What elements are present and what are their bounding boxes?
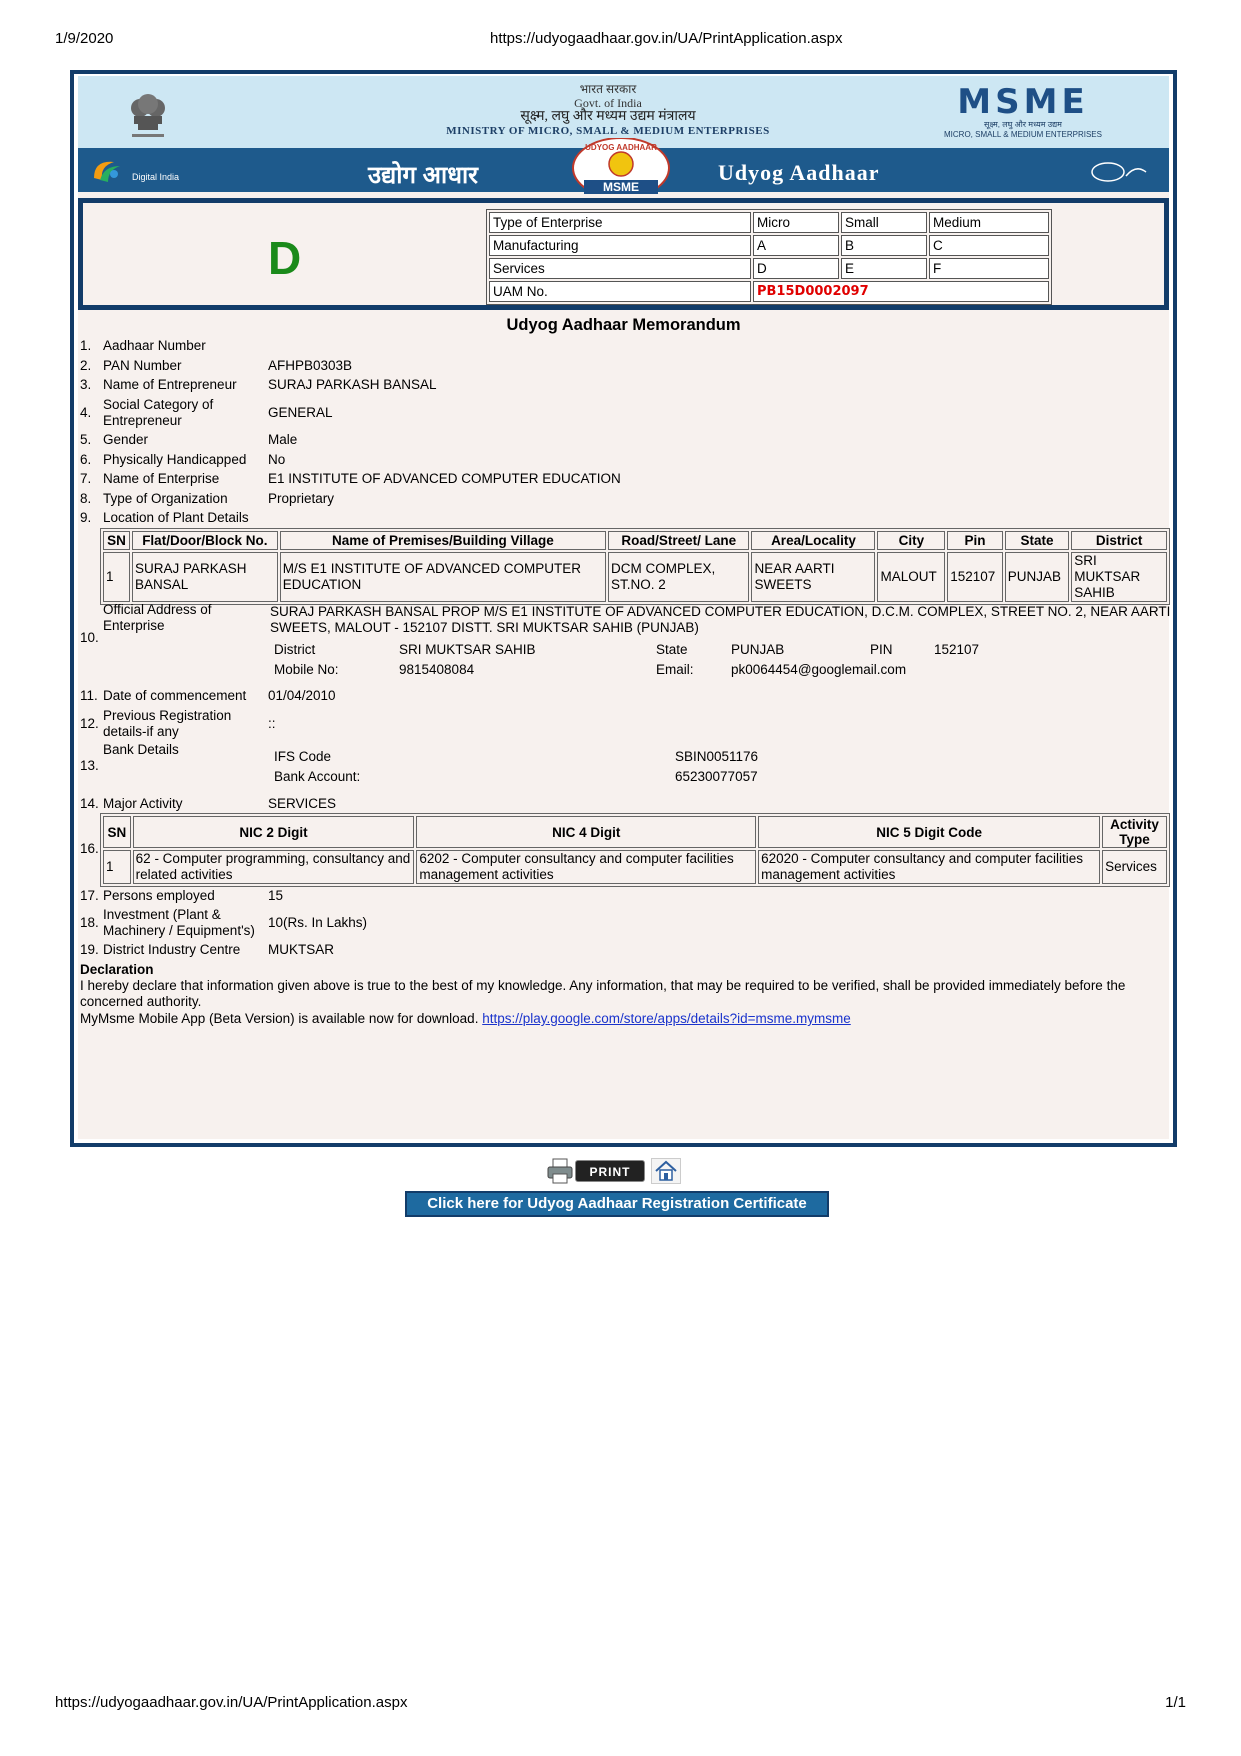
memorandum-title: Udyog Aadhaar Memorandum (506, 316, 741, 334)
hindi-govt: भारत सरकार (579, 82, 637, 96)
field-number: 11. (80, 688, 98, 703)
field-value: AFHPB0303B (268, 358, 353, 373)
pin-label: PIN (870, 642, 893, 657)
memorandum-frame (70, 70, 1177, 1147)
column-header: State (1005, 531, 1069, 550)
field-number: 4. (80, 405, 92, 420)
column-header: Area/Locality (751, 531, 875, 550)
digital-india-logo (90, 156, 200, 186)
table-cell: C (929, 235, 1049, 256)
printer-icon[interactable] (545, 1156, 575, 1186)
field-label: Type of Organization (103, 491, 228, 506)
table-cell: E (841, 258, 927, 279)
table-cell: 1 (103, 850, 131, 884)
field-number: 9. (80, 510, 92, 525)
table-cell: Services (1102, 850, 1167, 884)
field-value: Male (268, 432, 298, 447)
field-number: 5. (80, 432, 92, 447)
table-cell: 62 - Computer programming, consultancy and related activities (133, 850, 415, 884)
seal-bottom-text: MSME (603, 180, 639, 194)
table-cell: M/S E1 INSTITUTE OF ADVANCED COMPUTER EDUCATION (280, 552, 606, 602)
field-label: PAN Number (103, 358, 182, 373)
field-label: District Industry Centre (103, 942, 241, 957)
field-value: GENERAL (268, 405, 333, 420)
field-number: 2. (80, 358, 92, 373)
table-cell: Manufacturing (489, 235, 751, 256)
table-row (103, 552, 1167, 602)
field-label: Name of Enterprise (103, 471, 220, 486)
ministry-title (378, 82, 838, 138)
field-value: SERVICES (268, 796, 337, 811)
table-row (489, 281, 1049, 302)
field-number: 18. (80, 915, 99, 930)
table-row (103, 850, 1167, 884)
email-value: pk0064454@googlemail.com (731, 662, 907, 677)
field-value: E1 INSTITUTE OF ADVANCED COMPUTER EDUCATION (268, 471, 621, 486)
district-value: SRI MUKTSAR SAHIB (399, 642, 536, 657)
state-label: State (656, 642, 688, 657)
table-cell: D (753, 258, 839, 279)
table-header-row (103, 816, 1167, 848)
state-value: PUNJAB (731, 642, 785, 657)
udyog-aadhaar-seal-icon (566, 138, 676, 194)
table-cell: DCM COMPLEX, ST.NO. 2 (608, 552, 749, 602)
field-value: SURAJ PARKASH BANSAL (268, 377, 437, 392)
column-header: Flat/Door/Block No. (132, 531, 278, 550)
declaration-heading: Declaration (80, 962, 154, 977)
table-cell: 62020 - Computer consultancy and computer facilities management activities (758, 850, 1100, 884)
table-row (489, 212, 1049, 233)
email-label: Email: (656, 662, 694, 677)
msme-logo (908, 84, 1138, 140)
field-label: Name of Entrepreneur (103, 377, 237, 392)
table-row (489, 258, 1049, 279)
table-cell: Small (841, 212, 927, 233)
column-header: NIC 2 Digit (133, 816, 415, 848)
table-cell: MALOUT (877, 552, 945, 602)
table-cell: 152107 (947, 552, 1003, 602)
udyog-aadhaar-hindi: उद्योग आधार (368, 162, 478, 189)
enterprise-category-box (78, 198, 1169, 310)
mobile-app-text: MyMsme Mobile App (Beta Version) is available now for download. (80, 1011, 479, 1026)
field-label: Persons employed (103, 888, 215, 903)
mobile-app-notice (80, 1011, 1160, 1027)
field-number: 16. (80, 841, 99, 856)
table-cell: SURAJ PARKASH BANSAL (132, 552, 278, 602)
field-number: 14. (80, 796, 99, 811)
print-url: https://udyogaadhaar.gov.in/UA/PrintApplication.aspx (490, 30, 843, 47)
mobile-value: 9815408084 (399, 662, 475, 677)
field-number: 17. (80, 888, 99, 903)
table-cell: NEAR AARTI SWEETS (751, 552, 875, 602)
digital-india-icon (90, 156, 130, 186)
field-label: Social Category of Entrepreneur (103, 397, 214, 428)
field-label: Gender (103, 432, 149, 447)
ifs-label: IFS Code (274, 749, 332, 764)
print-button[interactable]: PRINT (575, 1160, 645, 1182)
field-value: Proprietary (268, 491, 335, 506)
table-cell: A (753, 235, 839, 256)
column-header: Road/Street/ Lane (608, 531, 749, 550)
declaration-text: I hereby declare that information given above is true to the best of my knowledge. Any information, that may be required to be verified, shall be provided immediately before the concerned authority. (80, 978, 1126, 1009)
official-address-text: SURAJ PARKASH BANSAL PROP M/S E1 INSTITUTE OF ADVANCED COMPUTER EDUCATION, D.C.M. COMPLEX, STREET NO. 2, NEAR AARTI SWEETS, MALOUT - 152107 DISTT. SRI MUKTSAR SAHIB (PUNJAB) (270, 604, 1171, 635)
enterprise-type-table (486, 209, 1052, 305)
field-number: 13. (80, 758, 99, 773)
column-header: District (1071, 531, 1167, 550)
field-value: 10(Rs. In Lakhs) (268, 915, 368, 930)
field-label: Official Address of Enterprise (103, 602, 212, 633)
print-date: 1/9/2020 (55, 30, 114, 47)
field-value: :: (268, 716, 276, 731)
print-header (55, 30, 1186, 50)
field-number: 19. (80, 942, 99, 957)
category-letter: D (268, 232, 302, 284)
home-icon[interactable] (651, 1158, 681, 1184)
table-row (489, 235, 1049, 256)
column-header: SN (103, 531, 130, 550)
registration-certificate-button[interactable]: Click here for Udyog Aadhaar Registration Certificate (405, 1191, 829, 1217)
field-value: No (268, 452, 286, 467)
uam-number: PB15D0002097 (753, 281, 1049, 302)
seal-top-text: UDYOG AADHAAR (585, 143, 657, 152)
field-label: Physically Handicapped (103, 452, 247, 467)
right-banner-logo-icon (1088, 160, 1148, 184)
mobile-label: Mobile No: (274, 662, 339, 677)
field-value: MUKTSAR (268, 942, 335, 957)
field-label: Investment (Plant & Machinery / Equipment's) (103, 907, 255, 938)
table-cell: B (841, 235, 927, 256)
field-number: 7. (80, 471, 92, 486)
memorandum-body (78, 76, 1169, 1139)
page-number: 1/1 (1165, 1694, 1186, 1711)
field-number: 12. (80, 716, 99, 731)
district-label: District (274, 642, 316, 657)
msme-logo-sub: MICRO, SMALL & MEDIUM ENTERPRISES (944, 130, 1102, 139)
table-cell: Micro (753, 212, 839, 233)
column-header: Pin (947, 531, 1003, 550)
column-header: NIC 5 Digit Code (758, 816, 1100, 848)
field-number: 10. (80, 630, 99, 645)
field-value: 15 (268, 888, 284, 903)
field-number: 1. (80, 338, 92, 353)
table-cell: 6202 - Computer consultancy and computer facilities management activities (416, 850, 756, 884)
ministry-english: MINISTRY OF MICRO, SMALL & MEDIUM ENTERPRISES (446, 125, 770, 137)
field-label: Major Activity (103, 796, 183, 811)
table-cell: 1 (103, 552, 130, 602)
digital-india-text: Digital India (132, 172, 180, 182)
bank-account-value: 65230077057 (675, 769, 758, 784)
table-header-row (103, 531, 1167, 550)
msme-logo-sub-hindi: सूक्ष्म, लघु और मध्यम उद्यम (984, 120, 1062, 129)
print-actions (545, 1156, 685, 1186)
field-number: 3. (80, 377, 92, 392)
table-cell: F (929, 258, 1049, 279)
field-number: 6. (80, 452, 92, 467)
bank-account-label: Bank Account: (274, 769, 361, 784)
column-header: City (877, 531, 945, 550)
field-label: Location of Plant Details (103, 510, 249, 525)
field-number: 8. (80, 491, 92, 506)
field-label: Aadhaar Number (103, 338, 206, 353)
uam-label: UAM No. (489, 281, 751, 302)
ministry-hindi: सूक्ष्म, लघु और मध्यम उद्यम मंत्रालय (520, 109, 696, 124)
table-cell: Services (489, 258, 751, 279)
table-cell: SRI MUKTSAR SAHIB (1071, 552, 1167, 602)
nic-activity-table (100, 813, 1170, 887)
table-cell: PUNJAB (1005, 552, 1069, 602)
ifs-value: SBIN0051176 (675, 749, 759, 764)
national-emblem-icon (118, 84, 178, 144)
msme-logo-text: MSME (957, 82, 1089, 122)
table-cell: Type of Enterprise (489, 212, 751, 233)
column-header: SN (103, 816, 131, 848)
table-cell: Medium (929, 212, 1049, 233)
footer-url: https://udyogaadhaar.gov.in/UA/PrintApplication.aspx (55, 1694, 408, 1711)
field-label: Date of commencement (103, 688, 247, 703)
udyog-aadhaar-english: Udyog Aadhaar (718, 160, 880, 185)
mobile-app-link[interactable]: https://play.google.com/store/apps/details?id=msme.mymsme (482, 1011, 851, 1026)
govt-of-india: Govt. of India (574, 96, 642, 110)
column-header: NIC 4 Digit (416, 816, 756, 848)
field-label: Previous Registration details-if any (103, 708, 232, 739)
column-header: Activity Type (1102, 816, 1167, 848)
plant-location-table (100, 528, 1170, 605)
field-label: Bank Details (103, 742, 179, 757)
pin-value: 152107 (934, 642, 980, 657)
column-header: Name of Premises/Building Village (280, 531, 606, 550)
field-value: 01/04/2010 (268, 688, 336, 703)
